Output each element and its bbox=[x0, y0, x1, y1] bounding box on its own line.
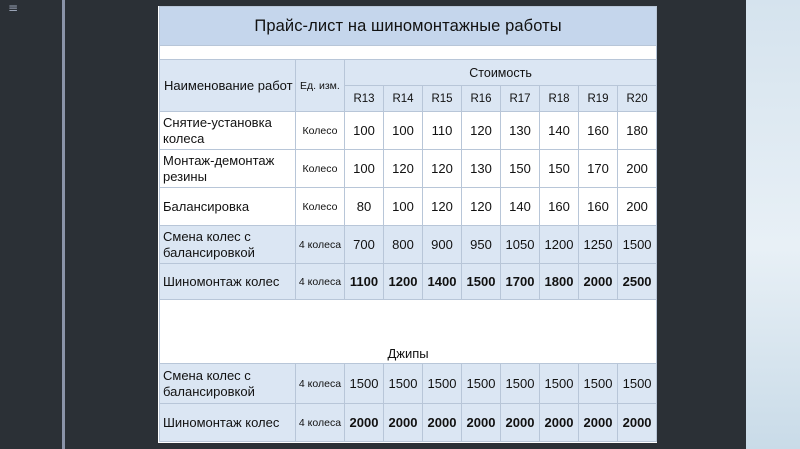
row-unit: Колесо bbox=[296, 188, 345, 226]
row-service-name: Снятие-установка колеса bbox=[160, 112, 296, 150]
price-cell: 1200 bbox=[384, 264, 423, 300]
slide-divider-line bbox=[62, 0, 65, 449]
price-cell: 1200 bbox=[540, 226, 579, 264]
price-cell: 200 bbox=[618, 188, 657, 226]
page-title: Прайс-лист на шиномонтажные работы bbox=[160, 7, 657, 46]
price-cell: 2000 bbox=[501, 404, 540, 442]
size-r16: R16 bbox=[462, 86, 501, 112]
price-cell: 2000 bbox=[540, 404, 579, 442]
row-service-name: Шиномонтаж колес bbox=[160, 264, 296, 300]
price-cell: 120 bbox=[462, 188, 501, 226]
size-r14: R14 bbox=[384, 86, 423, 112]
price-cell: 2000 bbox=[579, 404, 618, 442]
size-r13: R13 bbox=[345, 86, 384, 112]
slide-side-panel bbox=[746, 0, 800, 449]
price-cell: 2500 bbox=[618, 264, 657, 300]
price-cell: 130 bbox=[462, 150, 501, 188]
price-cell: 200 bbox=[618, 150, 657, 188]
row-service-name: Балансировка bbox=[160, 188, 296, 226]
price-cell: 170 bbox=[579, 150, 618, 188]
row-unit: 4 колеса bbox=[296, 264, 345, 300]
price-cell: 120 bbox=[423, 150, 462, 188]
price-cell: 700 bbox=[345, 226, 384, 264]
price-cell: 120 bbox=[423, 188, 462, 226]
header-unit: Ед. изм. bbox=[296, 60, 345, 112]
table-row bbox=[160, 150, 657, 188]
price-cell: 2000 bbox=[618, 404, 657, 442]
price-table bbox=[159, 6, 657, 442]
price-cell: 1500 bbox=[501, 364, 540, 404]
price-cell: 1800 bbox=[540, 264, 579, 300]
header-row bbox=[160, 60, 657, 86]
table-row bbox=[160, 264, 657, 300]
table-row bbox=[160, 112, 657, 150]
price-cell: 150 bbox=[501, 150, 540, 188]
row-service-name: Монтаж-демонтаж резины bbox=[160, 150, 296, 188]
price-cell: 110 bbox=[423, 112, 462, 150]
price-cell: 950 bbox=[462, 226, 501, 264]
row-unit: 4 колеса bbox=[296, 404, 345, 442]
price-cell: 1500 bbox=[540, 364, 579, 404]
section-gap bbox=[160, 300, 657, 344]
row-unit: Колесо bbox=[296, 112, 345, 150]
price-cell: 1050 bbox=[501, 226, 540, 264]
price-list-document bbox=[158, 6, 657, 443]
size-r20: R20 bbox=[618, 86, 657, 112]
price-cell: 900 bbox=[423, 226, 462, 264]
price-cell: 2000 bbox=[423, 404, 462, 442]
size-r15: R15 bbox=[423, 86, 462, 112]
row-unit: 4 колеса bbox=[296, 226, 345, 264]
price-cell: 160 bbox=[540, 188, 579, 226]
price-cell: 120 bbox=[462, 112, 501, 150]
price-cell: 2000 bbox=[462, 404, 501, 442]
price-cell: 130 bbox=[501, 112, 540, 150]
price-cell: 80 bbox=[345, 188, 384, 226]
price-cell: 140 bbox=[501, 188, 540, 226]
price-cell: 800 bbox=[384, 226, 423, 264]
size-r18: R18 bbox=[540, 86, 579, 112]
slide-corner-icon: ≡ bbox=[8, 1, 19, 15]
price-cell: 100 bbox=[384, 112, 423, 150]
price-cell: 150 bbox=[540, 150, 579, 188]
price-cell: 120 bbox=[384, 150, 423, 188]
row-unit: 4 колеса bbox=[296, 364, 345, 404]
price-cell: 100 bbox=[345, 112, 384, 150]
price-cell: 1500 bbox=[618, 226, 657, 264]
price-cell: 2000 bbox=[579, 264, 618, 300]
price-cell: 1500 bbox=[384, 364, 423, 404]
spacer-row bbox=[160, 46, 657, 60]
size-r19: R19 bbox=[579, 86, 618, 112]
price-cell: 100 bbox=[384, 188, 423, 226]
price-cell: 1500 bbox=[618, 364, 657, 404]
price-cell: 1500 bbox=[579, 364, 618, 404]
price-cell: 160 bbox=[579, 112, 618, 150]
table-row bbox=[160, 404, 657, 442]
price-cell: 140 bbox=[540, 112, 579, 150]
price-cell: 1250 bbox=[579, 226, 618, 264]
price-cell: 1400 bbox=[423, 264, 462, 300]
header-name: Наименование работ bbox=[160, 60, 296, 112]
table-row bbox=[160, 364, 657, 404]
price-cell: 1500 bbox=[462, 364, 501, 404]
header-cost: Стоимость bbox=[345, 60, 657, 86]
price-cell: 100 bbox=[345, 150, 384, 188]
price-cell: 1100 bbox=[345, 264, 384, 300]
table-row bbox=[160, 188, 657, 226]
row-service-name: Смена колес с балансировкой bbox=[160, 364, 296, 404]
price-cell: 1700 bbox=[501, 264, 540, 300]
price-cell: 2000 bbox=[384, 404, 423, 442]
jeep-section-label: Джипы bbox=[160, 344, 657, 364]
row-service-name: Смена колес с балансировкой bbox=[160, 226, 296, 264]
price-cell: 2000 bbox=[345, 404, 384, 442]
size-r17: R17 bbox=[501, 86, 540, 112]
table-row bbox=[160, 226, 657, 264]
price-cell: 180 bbox=[618, 112, 657, 150]
row-unit: Колесо bbox=[296, 150, 345, 188]
price-cell: 1500 bbox=[345, 364, 384, 404]
price-cell: 1500 bbox=[462, 264, 501, 300]
price-cell: 1500 bbox=[423, 364, 462, 404]
row-service-name: Шиномонтаж колес bbox=[160, 404, 296, 442]
price-cell: 160 bbox=[579, 188, 618, 226]
